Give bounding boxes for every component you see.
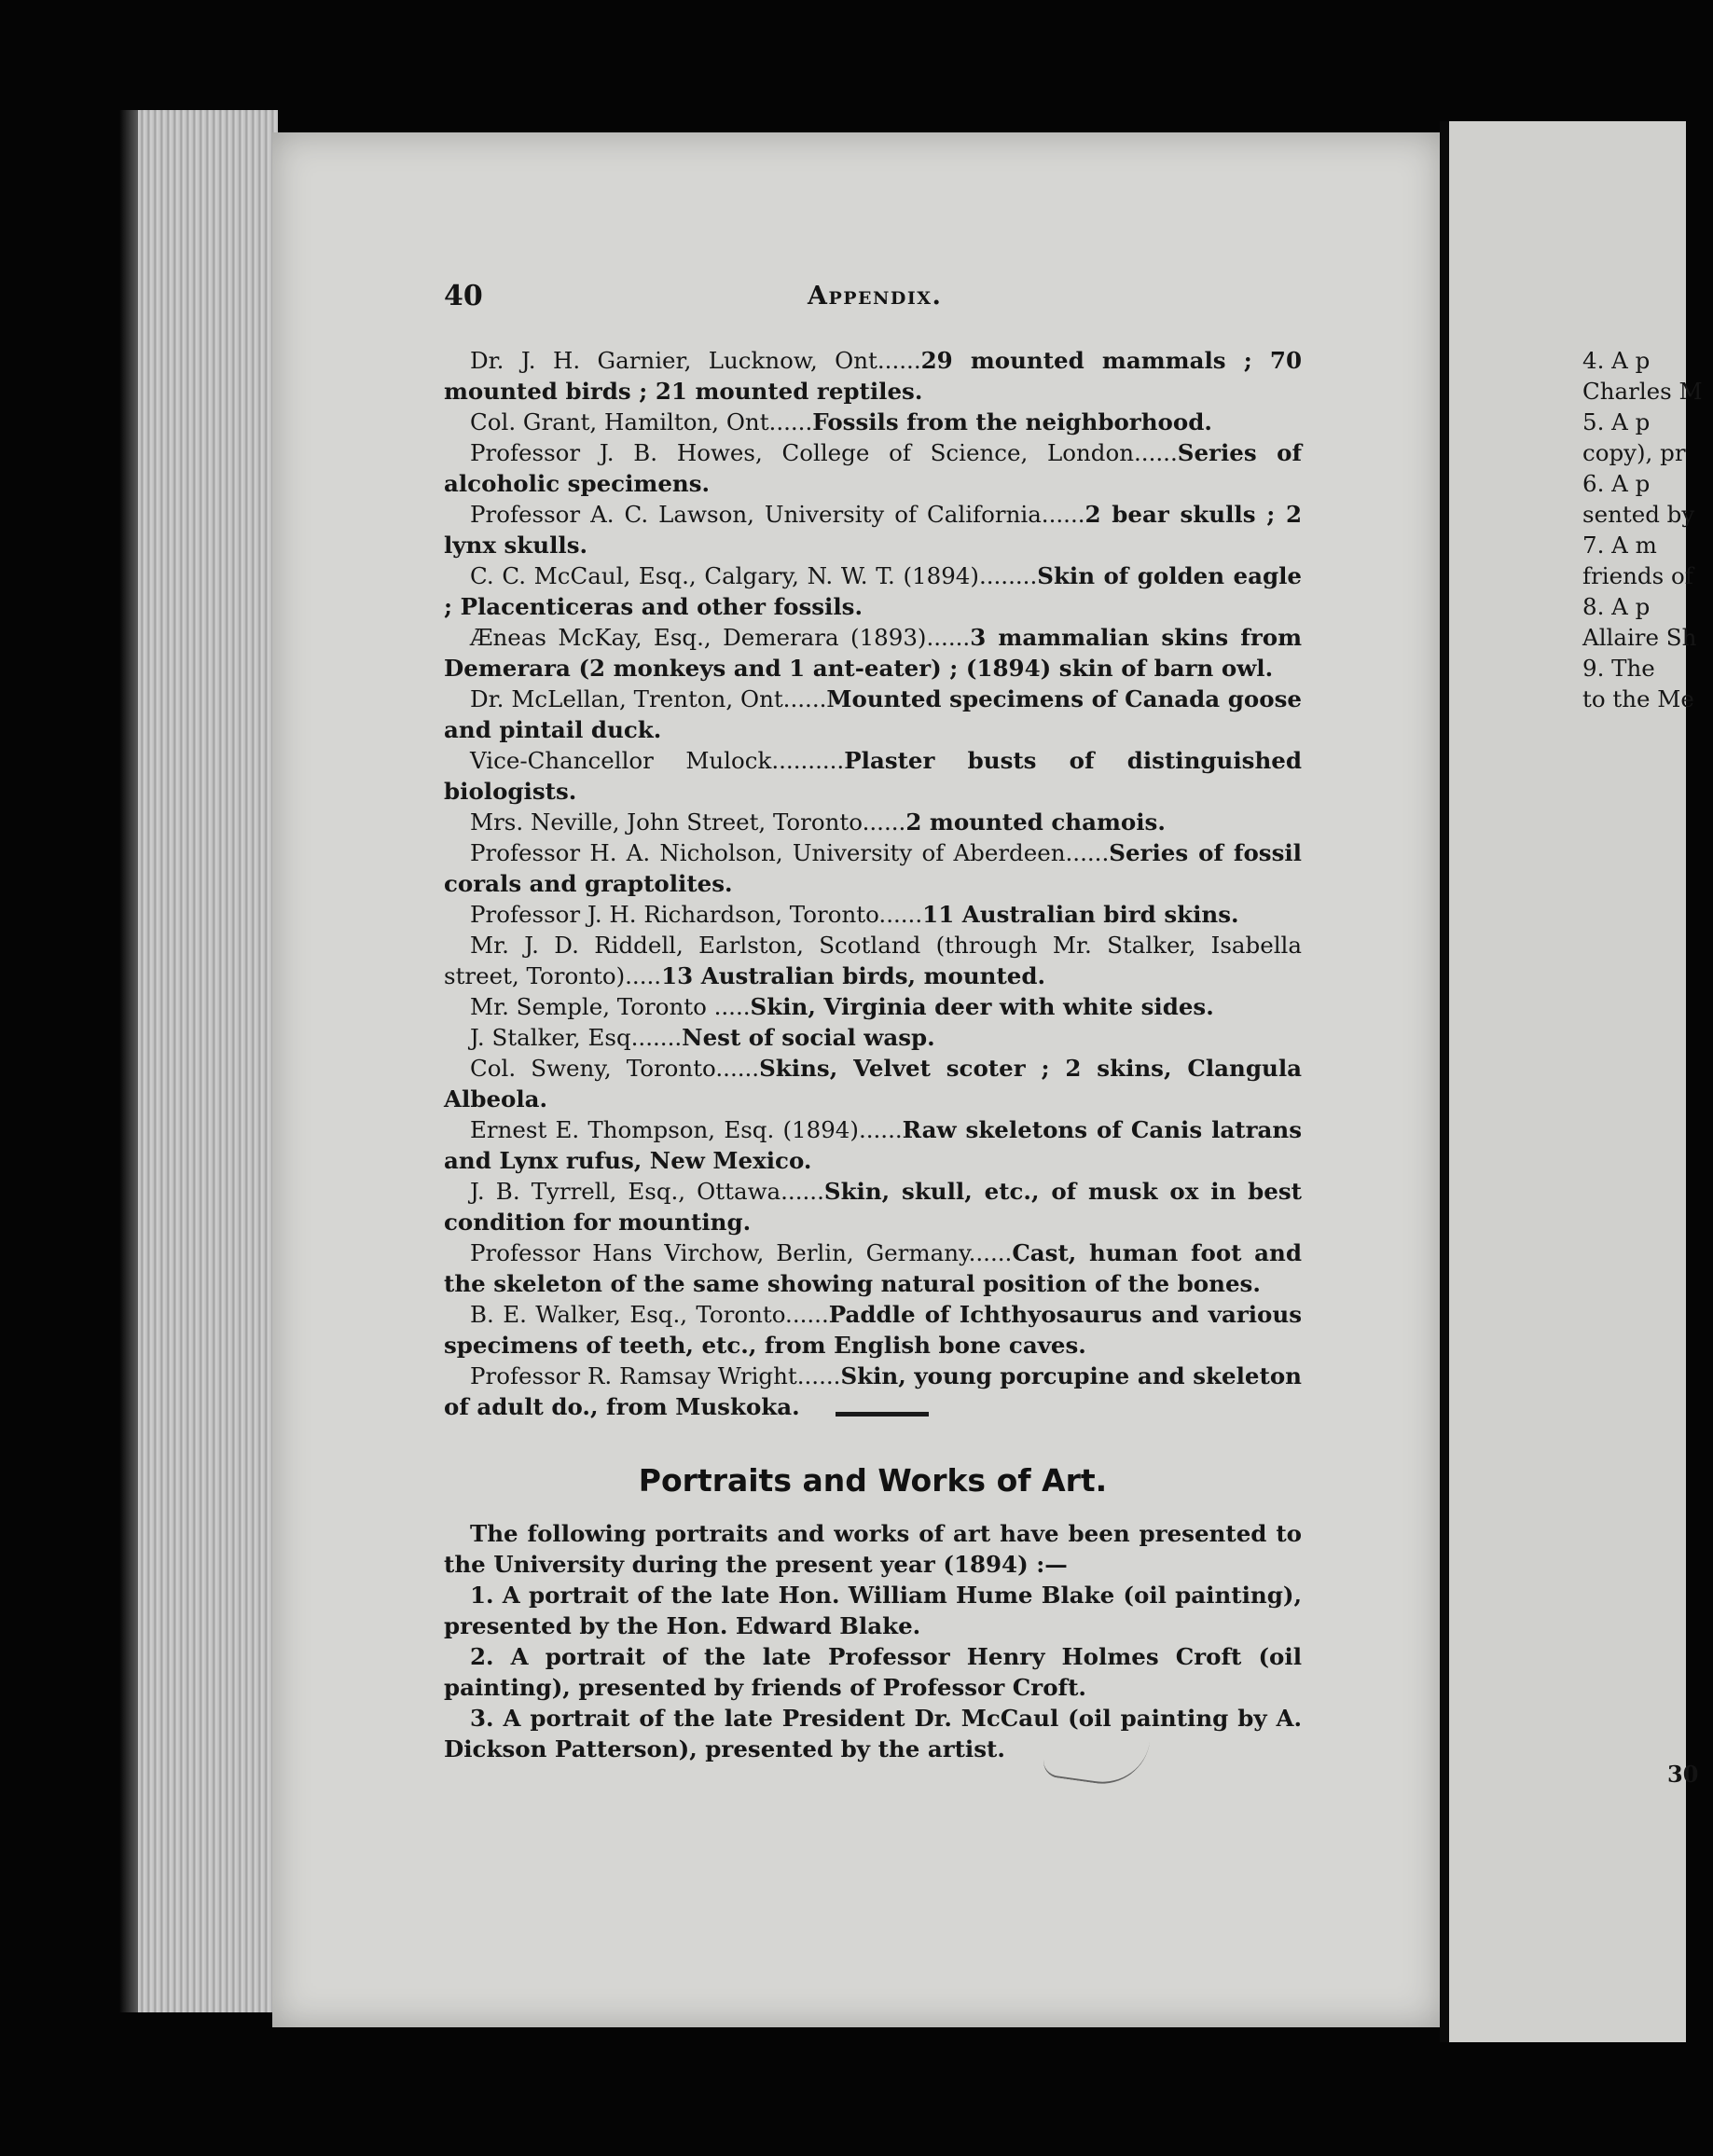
donor-name: Dr. J. H. Garnier, Lucknow, Ont......: [470, 347, 921, 374]
donation-description: Fossils from the neighborhood.: [812, 408, 1212, 435]
section-title: Portraits and Works of Art.: [638, 1462, 1108, 1499]
donor-name: Ernest E. Thompson, Esq. (1894)......: [470, 1116, 903, 1143]
donor-name: Dr. McLellan, Trenton, Ont......: [470, 685, 827, 712]
donation-description: Skin, young porcupine and skeleton of adult do., from Muskoka.: [444, 1362, 1302, 1420]
donor-name: Col. Grant, Hamilton, Ont......: [470, 408, 813, 435]
donation-entry: [444, 1022, 1302, 1053]
donor-name: C. C. McCaul, Esq., Calgary, N. W. T. (1894)........: [470, 562, 1038, 589]
page-header: [444, 280, 1306, 317]
donation-description: 3 mammalian skins from Demerara (2 monkeys and 1 ant-eater) ; (1894) skin of barn owl.: [444, 624, 1302, 682]
donor-name: Professor Hans Virchow, Berlin, Germany......: [470, 1239, 1013, 1266]
donation-entry: [444, 1114, 1302, 1176]
donation-entry: [444, 560, 1302, 622]
art-item: 3. A portrait of the late President Dr. McCaul (oil painting by A. Dickson Patterson), presented by the artist.: [444, 1705, 1302, 1762]
donation-description: Skin, skull, etc., of musk ox in best condition for mounting.: [444, 1178, 1302, 1236]
donation-description: Skin of golden eagle ; Placenticeras and other fossils.: [444, 562, 1302, 620]
right-page-line: to the Me: [1582, 685, 1694, 712]
donor-name: Professor A. C. Lawson, University of California......: [470, 501, 1085, 528]
right-page-line: sented by: [1582, 501, 1695, 528]
donation-description: 13 Australian birds, mounted.: [661, 962, 1046, 989]
donor-name: Professor H. A. Nicholson, University of Aberdeen......: [470, 839, 1110, 866]
donor-name: Mr. Semple, Toronto .....: [470, 993, 751, 1020]
right-page-number: 30: [1667, 1761, 1699, 1788]
donation-description: 2 mounted chamois.: [905, 808, 1166, 836]
donation-entry: [444, 745, 1302, 807]
donor-name: B. E. Walker, Esq., Toronto......: [470, 1301, 829, 1328]
donation-entry: [444, 684, 1302, 745]
donation-entry: [444, 437, 1302, 499]
right-page-line: 6. A p: [1582, 470, 1651, 497]
donor-name: J. B. Tyrrell, Esq., Ottawa......: [470, 1178, 824, 1205]
right-page-line: friends of: [1582, 562, 1693, 589]
donation-entry: [444, 407, 1302, 437]
donations-list: [444, 345, 1302, 1422]
donation-entry: [444, 930, 1302, 991]
donation-entry: [444, 1176, 1302, 1237]
donation-description: Nest of social wasp.: [682, 1024, 935, 1051]
donor-name: Professor J. B. Howes, College of Science, London......: [470, 439, 1178, 466]
donation-entry: [444, 1299, 1302, 1361]
donation-description: Plaster busts of distinguished biologists.: [444, 747, 1302, 805]
donor-name: Mr. J. D. Riddell, Earlston, Scotland (through Mr. Stalker, Isabella street, Toronto).....: [444, 932, 1302, 989]
right-page-line: copy), pr: [1582, 439, 1686, 466]
donation-description: Cast, human foot and the skeleton of the same showing natural position of the bones.: [444, 1239, 1302, 1297]
donation-description: Skins, Velvet scoter ; 2 skins, Clangula Albeola.: [444, 1055, 1302, 1113]
donation-entry: [444, 991, 1302, 1022]
section-divider: [836, 1412, 929, 1417]
art-intro: The following portraits and works of art have been presented to the University during the present year (1894) :—: [444, 1520, 1302, 1578]
donation-description: Series of alcoholic specimens.: [444, 439, 1302, 497]
donation-description: Series of fossil corals and graptolites.: [444, 839, 1302, 897]
donor-name: Professor R. Ramsay Wright......: [470, 1362, 841, 1389]
donor-name: Col. Sweny, Toronto......: [470, 1055, 760, 1082]
running-head: Appendix.: [808, 282, 943, 311]
right-page-line: Charles M: [1582, 378, 1703, 405]
right-page-line: 5. A p: [1582, 408, 1651, 435]
donation-entry: [444, 1237, 1302, 1299]
donation-description: Raw skeletons of Canis latrans and Lynx rufus, New Mexico.: [444, 1116, 1302, 1174]
art-item: 2. A portrait of the late Professor Henry Holmes Croft (oil painting), presented by friends of Professor Croft.: [444, 1643, 1302, 1701]
donation-entry: [444, 622, 1302, 684]
art-section: [444, 1518, 1302, 1764]
page-number: 40: [444, 280, 483, 312]
donor-name: Professor J. H. Richardson, Toronto......: [470, 901, 923, 928]
art-item: 1. A portrait of the late Hon. William Hume Blake (oil painting), presented by the Hon. Edward Blake.: [444, 1582, 1302, 1639]
right-page-line: 9. The: [1582, 655, 1655, 682]
donation-description: Skin, Virginia deer with white sides.: [750, 993, 1214, 1020]
right-page-line: 7. A m: [1582, 532, 1657, 559]
donor-name: Æneas McKay, Esq., Demerara (1893)......: [470, 624, 971, 651]
donation-description: 2 bear skulls ; 2 lynx skulls.: [444, 501, 1302, 559]
page-edges: [138, 110, 278, 2012]
donation-entry: [444, 1053, 1302, 1114]
donor-name: Mrs. Neville, John Street, Toronto......: [470, 808, 906, 836]
donation-entry: [444, 837, 1302, 899]
donor-name: J. Stalker, Esq.......: [470, 1024, 683, 1051]
donation-entry: [444, 345, 1302, 407]
donation-entry: [444, 499, 1302, 560]
donation-description: Mounted specimens of Canada goose and pintail duck.: [444, 685, 1302, 743]
right-page-line: Allaire Sh: [1582, 624, 1697, 651]
donation-entry: [444, 807, 1302, 837]
book-gutter: [1440, 121, 1449, 2042]
donation-description: 11 Australian bird skins.: [922, 901, 1239, 928]
donor-name: Vice-Chancellor Mulock..........: [470, 747, 845, 774]
donation-description: 29 mounted mammals ; 70 mounted birds ; 21 mounted reptiles.: [444, 347, 1302, 405]
right-page-text: [1582, 345, 1713, 714]
donation-description: Paddle of Ichthyosaurus and various specimens of teeth, etc., from English bone caves.: [444, 1301, 1302, 1359]
right-page-line: 8. A p: [1582, 593, 1651, 620]
right-page-line: 4. A p: [1582, 347, 1651, 374]
donation-entry: [444, 899, 1302, 930]
